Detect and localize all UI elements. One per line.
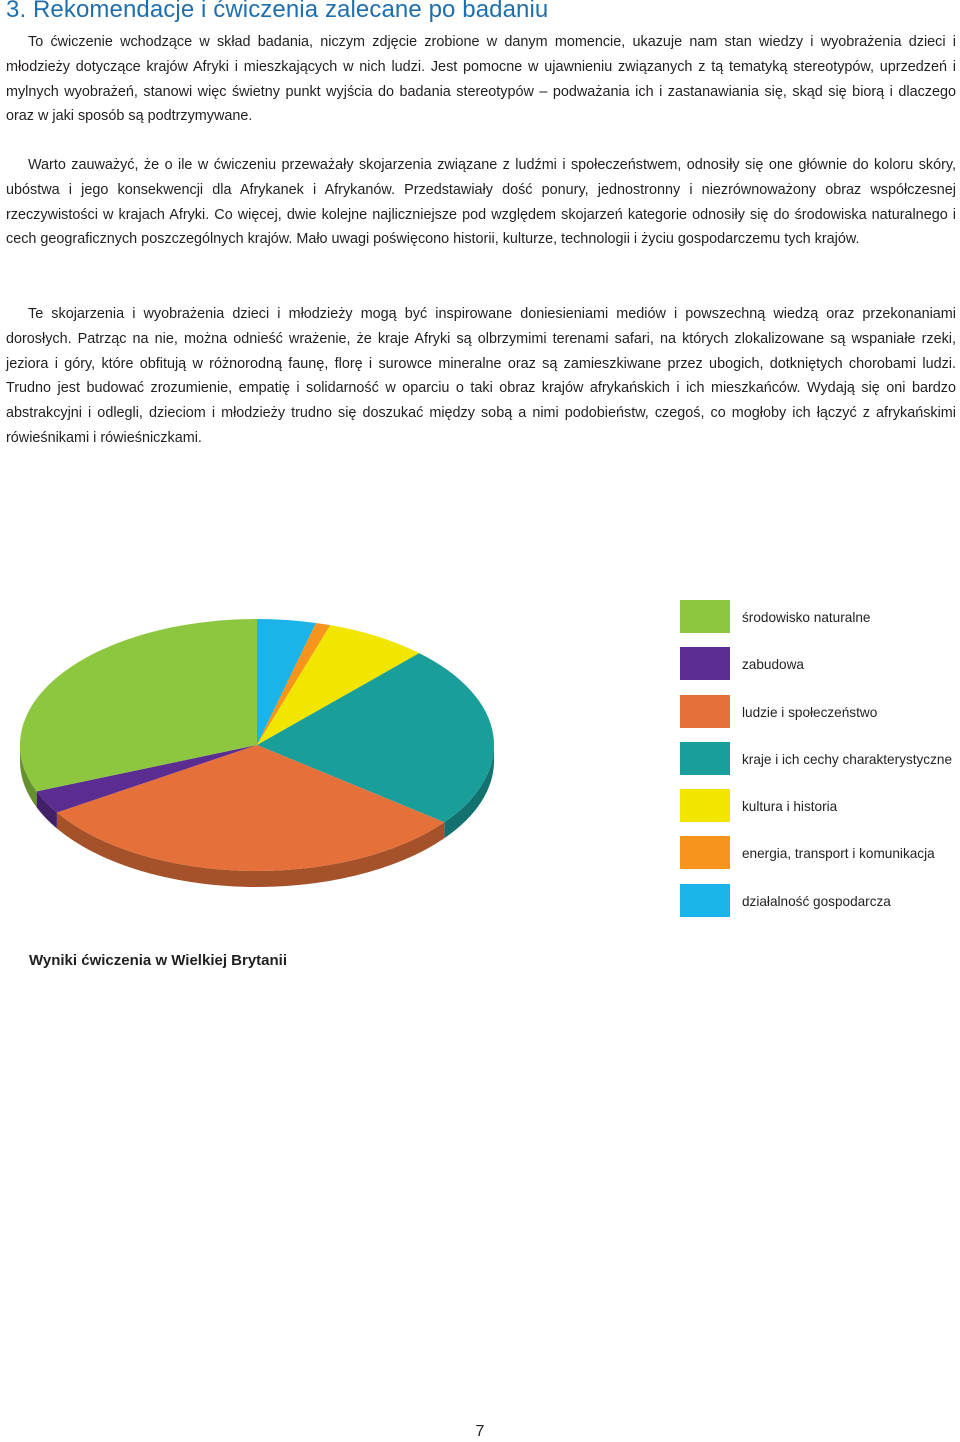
chart-legend — [680, 600, 960, 931]
legend-label: środowisko naturalne — [742, 610, 871, 625]
page-number: 7 — [475, 1423, 485, 1440]
legend-swatch — [680, 647, 730, 680]
legend-label: kultura i historia — [742, 799, 838, 815]
legend-swatch — [680, 836, 730, 869]
legend-item-zabudowa — [680, 647, 960, 694]
legend-label: energia, transport i komunikacja — [742, 846, 935, 862]
legend-item-srodowisko-naturalne — [680, 600, 960, 647]
legend-label: kraje i ich cechy charakterystyczne — [742, 751, 953, 767]
legend-item-kultura-i-historia — [680, 789, 960, 836]
legend-swatch — [680, 600, 730, 633]
legend-swatch — [680, 742, 730, 775]
legend-swatch — [680, 884, 730, 917]
section-heading: 3. Rekomendacje i ćwiczenia zalecane po badaniu — [6, 0, 549, 23]
paragraph-sources: Te skojarzenia i wyobrażenia dzieci i młodzieży mogą być inspirowane doniesieniami mediów i powszechną wiedzą oraz przekonaniami dorosłych. Patrząc na nie, można odnieść wrażenie, że kraje Afryki są olbrzymimi terenami safari, na których zlokalizowane są wspaniałe rzeki, jeziora i góry, które obfitują w różnorodną faunę, florę i surowce mineralne oraz są zamieszkiwane przez ubogich, dotkniętych chorobami ludzi. Trudno jest budować zrozumienie, empatię i solidarność w oparciu o taki obraz krajów afrykańskich i ich mieszkańców. Wydają się oni bardzo abstrakcyjni i odlegli, dzieciom i młodzieży trudno się doszukać między sobą a nimi podobieństw, czegoś, co mogłoby ich łączyć z afrykańskimi rówieśnikami i rówieśniczkami. — [6, 306, 956, 446]
legend-label: zabudowa — [742, 657, 804, 673]
legend-label: ludzie i społeczeństwo — [742, 704, 878, 720]
legend-swatch — [680, 789, 730, 822]
chart-caption: Wyniki ćwiczenia w Wielkiej Brytanii — [29, 952, 288, 969]
paragraph-observations: Warto zauważyć, że o ile w ćwiczeniu przeważały skojarzenia związane z ludźmi i społeczeństwem, odnosiły się one głównie do koloru skóry, ubóstwa i jego konsekwencji dla Afrykanek i Afrykanów. Przedstawiały dość ponury, jednostronny i niezrównoważony obraz współczesnej rzeczywistości w krajach Afryki. Co więcej, dwie kolejne najliczniejsze pod względem skojarzeń kategorie odnosiły się do środowiska naturalnego i cech geograficznych poszczególnych krajów. Mało uwagi poświęcono historii, kulturze, technologii i życiu gospodarczemu tych krajów. — [6, 157, 956, 248]
legend-item-energia-transport-i-komunikacja — [680, 836, 960, 883]
legend-item-ludzie-i-spoleczenstwo — [680, 695, 960, 742]
legend-swatch — [680, 695, 730, 728]
legend-item-kraje-i-ich-cechy-charakterystyczne — [680, 742, 960, 789]
pie-chart — [14, 590, 500, 890]
legend-item-dzialalnosc-gospodarcza — [680, 884, 960, 931]
legend-label: działalność gospodarcza — [742, 893, 891, 909]
paragraph-intro: To ćwiczenie wchodzące w skład badania, niczym zdjęcie zrobione w danym momencie, ukazuje nam stan wiedzy i wyobrażenia dzieci i młodzieży dotyczące krajów Afryki i mieszkających w nich ludzi. Jest pomocne w ujawnieniu związanych z tą tematyką stereotypów, uprzedzeń i mylnych wyobrażeń, stanowi więc świetny punkt wyjścia do badania stereotypów – podważania ich i zastanawiania się, skąd się biorą i dlaczego oraz w jaki sposób są podtrzymywane. — [6, 34, 956, 125]
